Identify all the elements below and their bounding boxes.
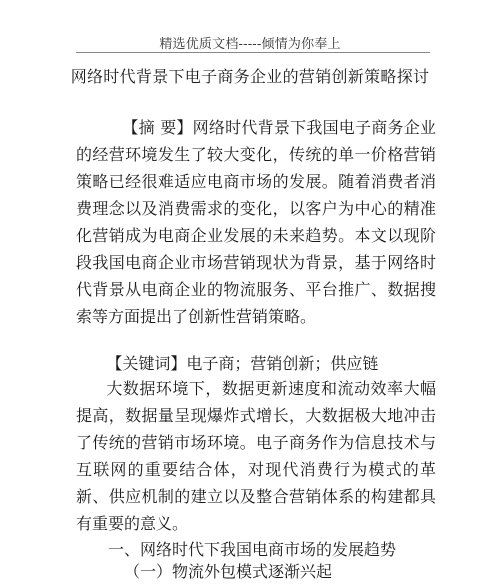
- keywords-line: 【关键词】电子商；营销创新；供应链: [106, 354, 379, 373]
- section-heading: 一、网络时代下我国电商市场的发展趋势: [108, 540, 397, 559]
- abstract-paragraph: 【摘 要】网络时代背景下我国电子商务企业的经营环境发生了较大变化，传统的单一价格营销策略已经很难适应电商市场的发展。随着消费者消费理念以及消费需求的变化，以客户为中心的精准化营销成为电商企业发展的未来趋势。本文以现阶段我国电商企业市场营销现状为背景，基于网络时代背景从电商企业的物流服务、平台推广、数据搜索等方面提出了创新性营销策略。: [76, 118, 436, 326]
- document-title: 网络时代背景下电子商务企业的营销创新策略探讨: [70, 67, 430, 86]
- subsection-heading: （一）物流外包模式逐渐兴起: [124, 562, 333, 581]
- header-divider: [76, 52, 430, 53]
- body-paragraph: 大数据环境下，数据更新速度和流动效率大幅提高，数据量呈现爆炸式增长，大数据极大地冲击了传统的营销市场环境。电子商务作为信息技术与互联网的重要结合体，对现代消费行为模式的革新、供应机制的建立以及整合营销体系的构建都具有重要的意义。: [76, 379, 436, 533]
- page-header: 精选优质文档-----倾情为你奉上: [159, 37, 341, 52]
